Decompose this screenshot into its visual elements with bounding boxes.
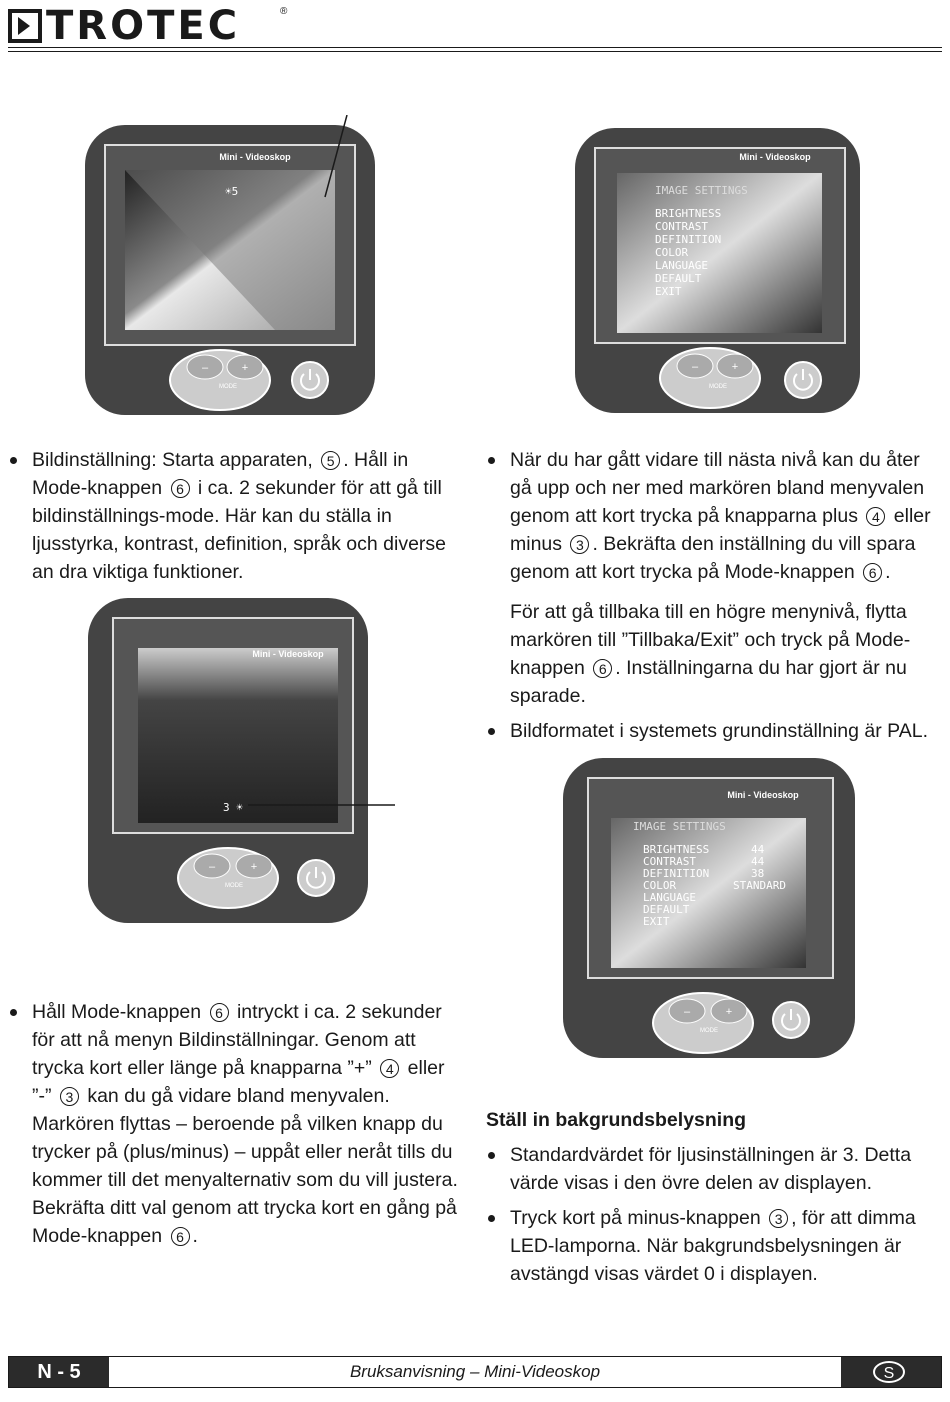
- language-badge: [841, 1357, 941, 1387]
- plus-button-2: +: [731, 361, 739, 373]
- ref-6-icon: 6: [171, 479, 190, 498]
- minus-button-4: –: [683, 1006, 691, 1018]
- device-1-label: Mini - Videoskop: [219, 152, 291, 162]
- mode-label-1: MODE: [219, 384, 237, 390]
- menu-title-2: IMAGE SETTINGS: [633, 820, 726, 833]
- plus-button-4: +: [725, 1006, 733, 1018]
- ref-6-icon: 6: [863, 563, 882, 582]
- menu2-item-color: COLOR: [643, 879, 677, 892]
- menu-item-language: LANGUAGE: [655, 259, 708, 272]
- device-illustration-2: [575, 118, 865, 418]
- right-paragraph-3: Bildformatet i systemets grundinställning är PAL.: [486, 717, 942, 745]
- plus-button-3: +: [250, 861, 258, 873]
- right-paragraphs-upper: [486, 446, 942, 752]
- menu2-item-language: LANGUAGE: [643, 891, 696, 904]
- mode-label-4: MODE: [700, 1028, 718, 1034]
- device-2-label: Mini - Videoskop: [739, 152, 811, 162]
- menu2-value-contrast: 44: [751, 855, 765, 868]
- page-footer: [8, 1356, 942, 1388]
- ref-6-icon: 6: [593, 659, 612, 678]
- brightness-overlay: ☀5: [225, 185, 239, 198]
- right-paragraph-1: När du har gått vidare till nästa nivå kan du åter gå upp och ner med markören bland menyvalen genom att kort trycka på knapparna plus 4 eller minus 3 . Bekräfta den inställning du vill spara genom att kort trycka på Mode-knappen 6 .: [486, 446, 942, 586]
- right-paragraph-5: Tryck kort på minus-knappen 3 , för att dimma LED-lamporna. När bakgrundsbelysningen är avstängd visas värdet 0 i displayen.: [486, 1204, 942, 1288]
- menu-title: IMAGE SETTINGS: [655, 184, 748, 197]
- left-paragraph-1: Bildinställning: Starta apparaten, 5 . Håll in Mode-knappen 6 i ca. 2 sekunder för att gå till bildinställnings-mode. Här kan du ställa in ljusstyrka, kontrast, definition, språk och diverse an dra viktiga funktioner.: [8, 446, 466, 593]
- logo-mark-icon: [8, 9, 42, 43]
- ref-6-icon: 6: [171, 1227, 190, 1246]
- right-paragraphs-lower: [486, 1106, 942, 1295]
- menu-item-brightness: BRIGHTNESS: [655, 207, 722, 220]
- mode-label-3: MODE: [225, 883, 243, 889]
- device-4-label: Mini - Videoskop: [727, 790, 799, 800]
- menu2-value-brightness: 44: [751, 843, 765, 856]
- menu2-item-exit: EXIT: [643, 915, 670, 928]
- menu2-value-definition: 38: [751, 867, 765, 880]
- registered-mark: ®: [280, 6, 288, 17]
- menu2-value-color: STANDARD: [733, 879, 786, 892]
- device-illustration-4: [563, 758, 863, 1063]
- brightness-overlay-2: 3 ☀: [223, 801, 243, 814]
- device-illustration-1: [85, 115, 385, 420]
- menu2-item-default: DEFAULT: [643, 903, 690, 916]
- header-rule-thin: [8, 51, 942, 52]
- menu-item-default: DEFAULT: [655, 272, 702, 285]
- ref-3-icon: 3: [769, 1209, 788, 1228]
- minus-button-1: –: [201, 362, 209, 374]
- ref-3-icon: 3: [570, 535, 589, 554]
- ref-4-icon: 4: [866, 507, 885, 526]
- device-3-label: Mini - Videoskop: [252, 649, 324, 659]
- logo-text: TROTEC: [46, 3, 241, 49]
- right-paragraph-4: Standardvärdet för ljusinställningen är 3. Detta värde visas i den övre delen av displayen.: [486, 1141, 942, 1197]
- language-code: S: [873, 1361, 905, 1383]
- page-number: N - 5: [9, 1357, 109, 1387]
- ref-4-icon: 4: [380, 1059, 399, 1078]
- right-paragraph-2: För att gå tillbaka till en högre menynivå, flytta markören till ”Tillbaka/Exit” och tryck på Mode-knappen 6 . Inställningarna du har gjort är nu sparade.: [510, 601, 911, 707]
- header-rule: [8, 47, 942, 48]
- ref-6-icon: 6: [210, 1003, 229, 1022]
- menu-item-definition: DEFINITION: [655, 233, 722, 246]
- section-heading: Ställ in bakgrundsbelysning: [486, 1109, 747, 1131]
- minus-button-2: –: [691, 361, 699, 373]
- mode-label-2: MODE: [709, 384, 727, 390]
- footer-title: Bruksanvisning – Mini-Videoskop: [349, 1362, 601, 1381]
- trotec-logo: [8, 3, 288, 49]
- ref-3-icon: 3: [60, 1087, 79, 1106]
- menu-item-contrast: CONTRAST: [655, 220, 708, 233]
- plus-button-1: +: [241, 362, 249, 374]
- menu-item-color: COLOR: [655, 246, 689, 259]
- menu-item-exit: EXIT: [655, 285, 682, 298]
- device-illustration-3: [88, 588, 398, 933]
- menu2-item-brightness: BRIGHTNESS: [643, 843, 710, 856]
- menu2-item-definition: DEFINITION: [643, 867, 710, 880]
- minus-button-3: –: [208, 861, 216, 873]
- ref-5-icon: 5: [321, 451, 340, 470]
- menu2-item-contrast: CONTRAST: [643, 855, 696, 868]
- left-paragraph-2: Håll Mode-knappen 6 intryckt i ca. 2 sekunder för att nå menyn Bildinställningar. Genom att trycka kort eller länge på knapparna ”+” 4 eller ”-” 3 kan du gå vidare bland menyvalen. Markören flyttas – beroende på vilken knapp du trycker på (plus/minus) – uppåt eller neråt tills du kommer till det menyalternativ som du vill justera. Bekräfta ditt val genom att trycka kort en gång på Mode-knappen 6 .: [8, 998, 466, 1257]
